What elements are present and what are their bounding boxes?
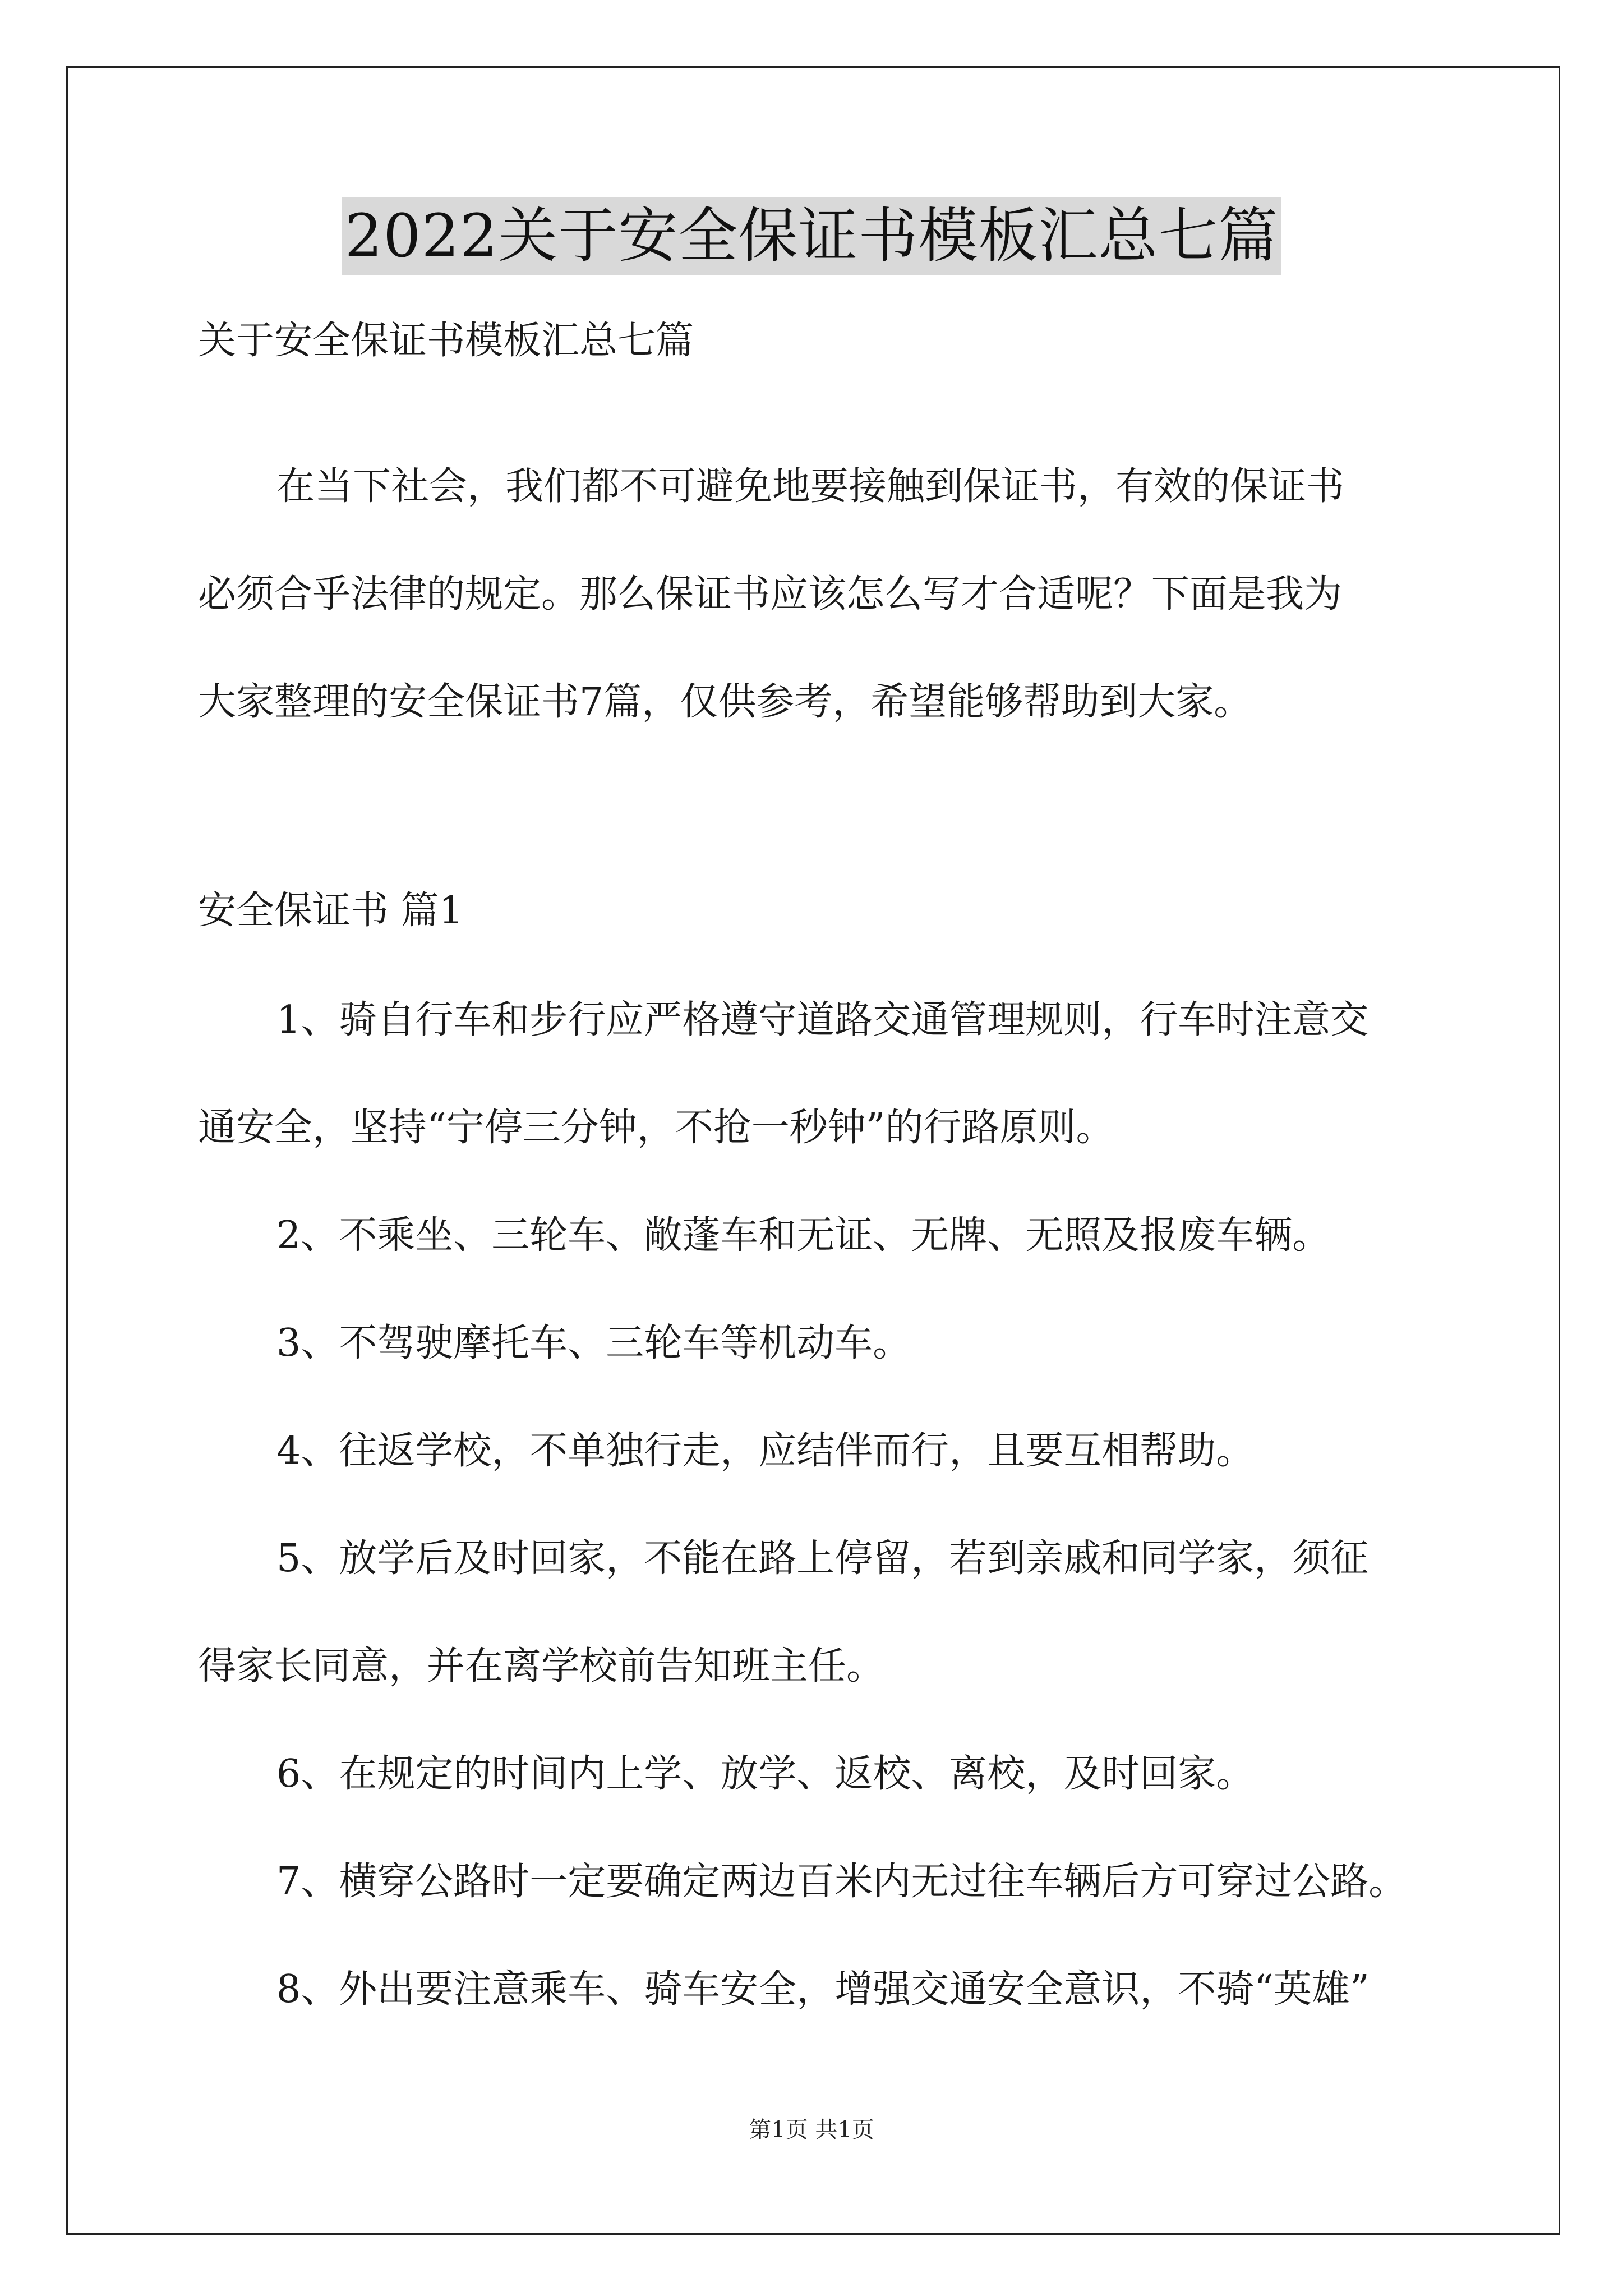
list-item: 2、不乘坐、三轮车、敞蓬车和无证、无牌、无照及报废车辆。 bbox=[276, 1213, 1331, 1258]
paragraph-line: 在当下社会，我们都不可避免地要接触到保证书，有效的保证书 bbox=[276, 464, 1345, 509]
list-item: 6、在规定的时间内上学、放学、返校、离校，及时回家。 bbox=[276, 1752, 1255, 1796]
list-item: 5、放学后及时回家，不能在路上停留，若到亲戚和同学家，须征 bbox=[276, 1536, 1369, 1581]
list-item: 4、往返学校，不单独行走，应结伴而行，且要互相帮助。 bbox=[276, 1429, 1255, 1473]
page-border bbox=[66, 66, 1560, 2235]
list-item: 得家长同意，并在离学校前告知班主任。 bbox=[198, 1644, 885, 1688]
subtitle-line: 关于安全保证书模板汇总七篇 bbox=[198, 319, 694, 363]
document-title: 2022关于安全保证书模板汇总七篇 bbox=[342, 197, 1282, 275]
list-item: 1、骑自行车和步行应严格遵守道路交通管理规则，行车时注意交 bbox=[276, 998, 1369, 1042]
title-wrapper bbox=[0, 197, 1623, 275]
list-item: 通安全，坚持“宁停三分钟，不抢一秒钟”的行路原则。 bbox=[198, 1106, 1114, 1150]
paragraph-line: 大家整理的安全保证书7篇，仅供参考，希望能够帮助到大家。 bbox=[198, 680, 1252, 724]
list-item: 8、外出要注意乘车、骑车安全，增强交通安全意识，不骑“英雄” bbox=[276, 1967, 1370, 2012]
page-footer: 第1页 共1页 bbox=[749, 2117, 874, 2143]
paragraph-line: 必须合乎法律的规定。那么保证书应该怎么写才合适呢？下面是我为 bbox=[198, 572, 1343, 616]
section-heading: 安全保证书 篇1 bbox=[198, 889, 463, 933]
list-item: 7、横穿公路时一定要确定两边百米内无过往车辆后方可穿过公路。 bbox=[276, 1860, 1407, 1904]
list-item: 3、不驾驶摩托车、三轮车等机动车。 bbox=[276, 1321, 911, 1365]
